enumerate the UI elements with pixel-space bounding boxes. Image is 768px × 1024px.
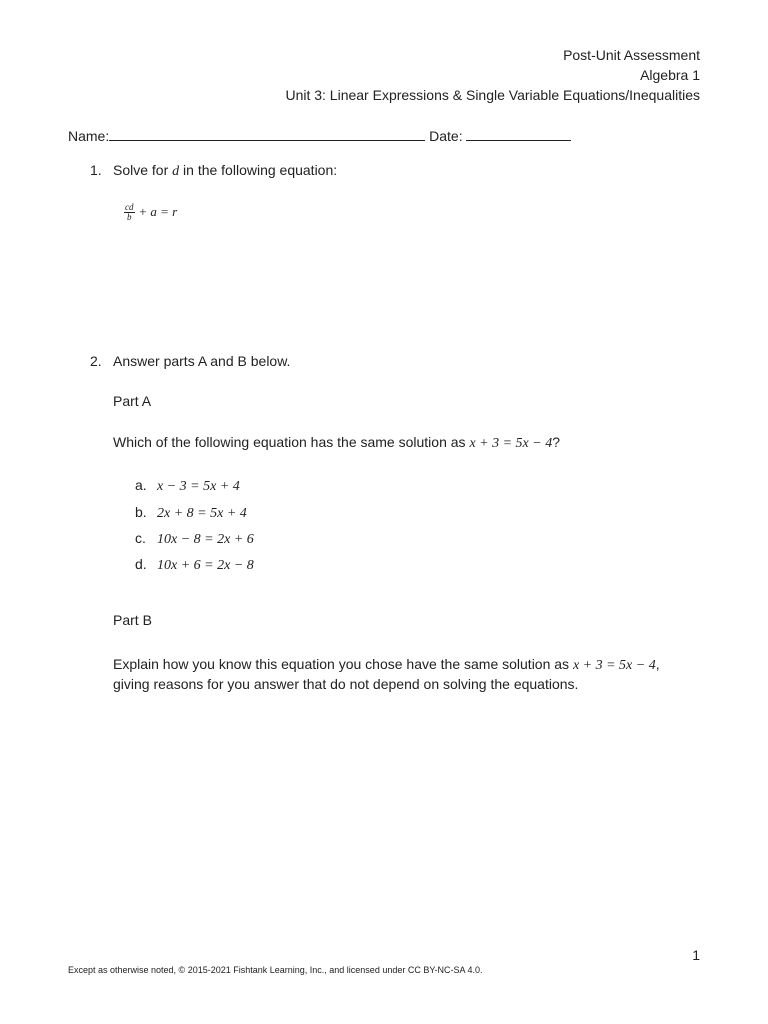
option-d <box>135 554 254 576</box>
option-letter: a. <box>135 477 147 493</box>
option-b <box>135 502 247 524</box>
equation-fraction <box>124 203 135 222</box>
part-b-text-line2: giving reasons for you answer that do not depend on solving the equations. <box>113 676 579 692</box>
option-letter: c. <box>135 530 146 546</box>
equation-rest: + a = r <box>138 204 178 219</box>
option-equation: 2x + 8 = 5x + 4 <box>157 506 247 521</box>
question-2-number: 2. <box>90 353 102 369</box>
option-letter: b. <box>135 504 147 520</box>
page-number: 1 <box>692 947 700 963</box>
date-blank[interactable] <box>466 125 571 141</box>
fraction-numerator: cd <box>125 201 134 212</box>
copyright-footer: Except as otherwise noted, © 2015-2021 Fishtank Learning, Inc., and licensed under CC BY-NC-SA 4.0. <box>68 965 483 975</box>
document-header <box>285 45 700 105</box>
name-date-line <box>68 125 571 146</box>
option-equation: x − 3 = 5x + 4 <box>157 479 240 494</box>
part-a-equation: x + 3 = 5x − 4 <box>469 436 553 451</box>
unit-title: Unit 3: Linear Expressions & Single Variable Equations/Inequalities <box>285 87 700 103</box>
question-1-prompt: Solve for d in the following equation: <box>113 162 338 179</box>
option-equation: 10x + 6 = 2x − 8 <box>157 558 254 573</box>
part-b-equation: x + 3 = 5x − 4 <box>572 658 656 673</box>
option-a <box>135 475 240 497</box>
part-b-label: Part B <box>113 612 152 628</box>
assessment-title: Post-Unit Assessment <box>563 47 700 63</box>
fraction-denominator: b <box>127 211 132 222</box>
part-a-question: Which of the following equation has the same solution as x + 3 = 5x − 4? <box>113 434 561 451</box>
variable-d: d <box>172 164 180 179</box>
date-label: Date: <box>429 128 463 144</box>
option-letter: d. <box>135 556 147 572</box>
name-blank[interactable] <box>109 125 425 141</box>
name-label: Name: <box>68 128 110 144</box>
part-a-label: Part A <box>113 393 152 409</box>
option-c <box>135 528 254 550</box>
course-title: Algebra 1 <box>640 67 700 83</box>
question-1-equation <box>124 201 177 222</box>
question-1-number: 1. <box>90 162 102 178</box>
question-2-prompt: Answer parts A and B below. <box>113 353 291 369</box>
option-equation: 10x − 8 = 2x + 6 <box>157 532 254 547</box>
part-b-text-line1: Explain how you know this equation you chose have the same solution as x + 3 = 5x − 4, <box>113 656 660 673</box>
